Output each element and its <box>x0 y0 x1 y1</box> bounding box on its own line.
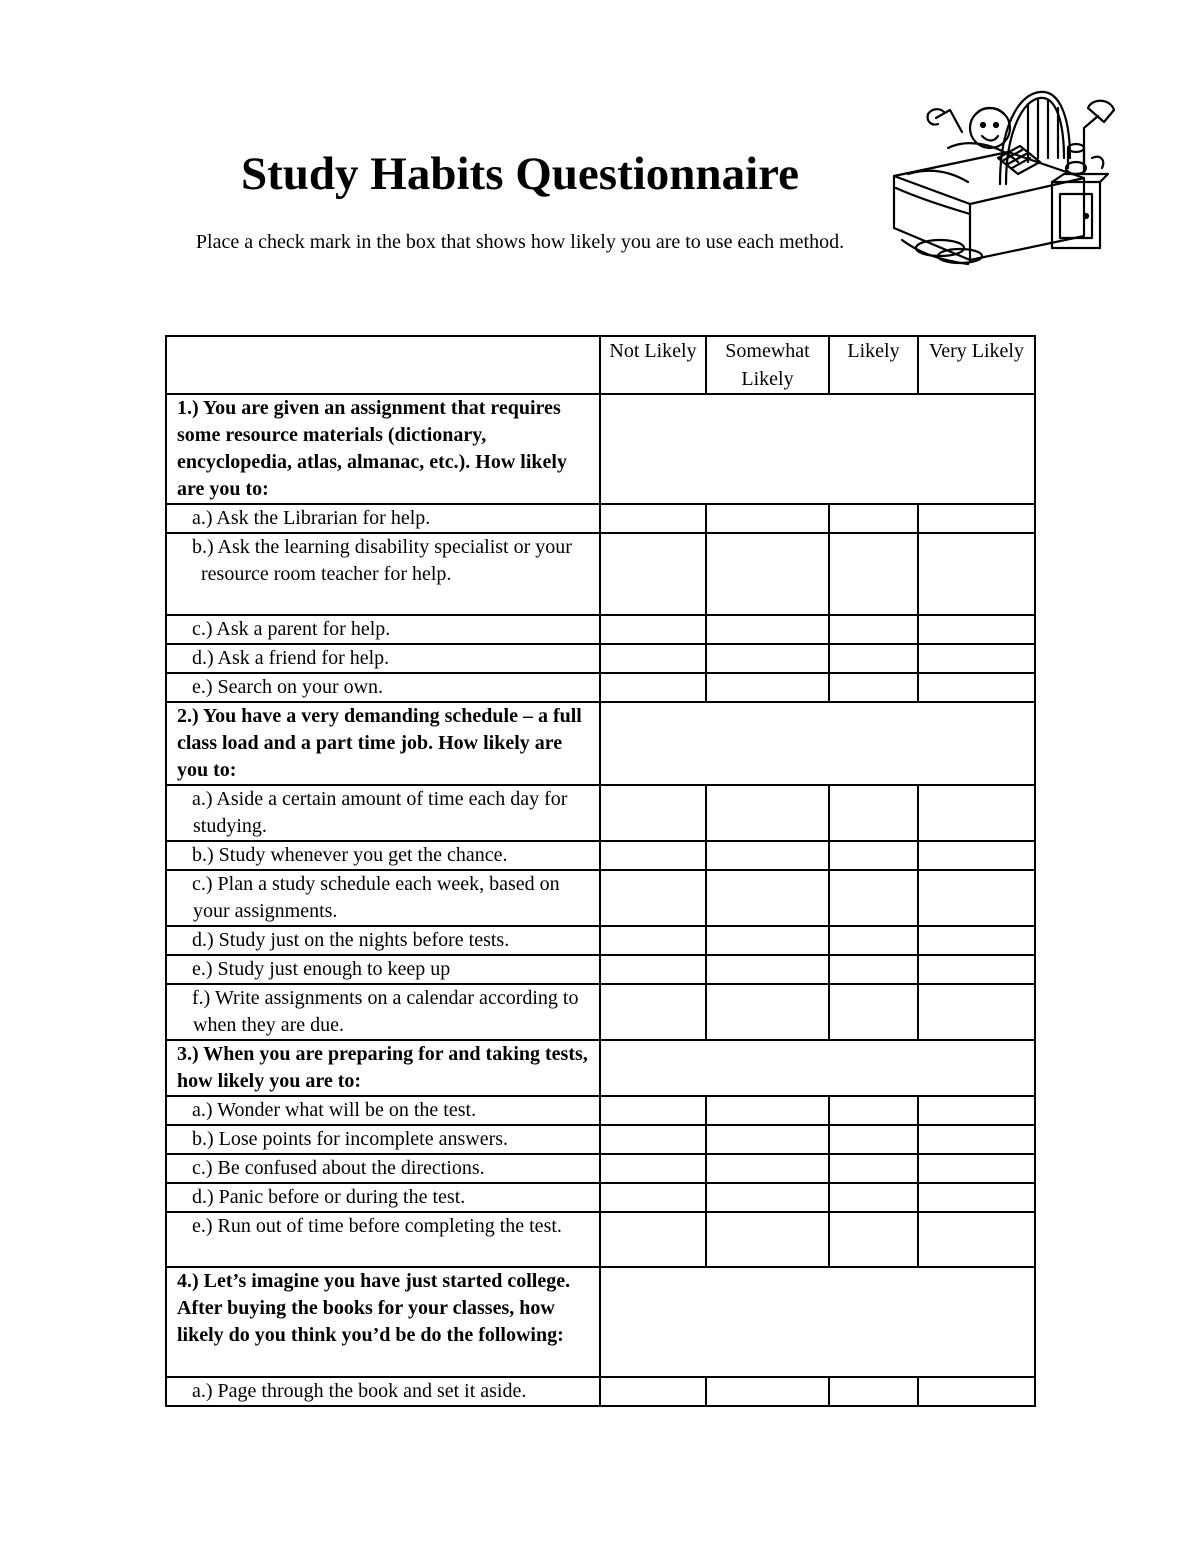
checkbox-very-likely[interactable] <box>918 533 1035 615</box>
checkbox-likely[interactable] <box>829 504 918 533</box>
item-1d: d.) Ask a friend for help. <box>166 644 600 673</box>
item-3b: b.) Lose points for incomplete answers. <box>166 1125 600 1154</box>
checkbox-very-likely[interactable] <box>918 841 1035 870</box>
checkbox-somewhat-likely[interactable] <box>706 533 829 615</box>
checkbox-very-likely[interactable] <box>918 1377 1035 1406</box>
item-4a: a.) Page through the book and set it aside. <box>166 1377 600 1406</box>
checkbox-likely[interactable] <box>829 984 918 1040</box>
question-2: 2.) You have a very demanding schedule – a full class load and a part time job. How likely are you to: <box>166 702 600 785</box>
checkbox-likely[interactable] <box>829 1377 918 1406</box>
checkbox-likely[interactable] <box>829 926 918 955</box>
item-2d: d.) Study just on the nights before tests. <box>166 926 600 955</box>
column-header-not-likely: Not Likely <box>600 336 706 394</box>
column-header-likely: Likely <box>829 336 918 394</box>
checkbox-very-likely[interactable] <box>918 1096 1035 1125</box>
checkbox-not-likely[interactable] <box>600 615 706 644</box>
column-header-very-likely: Very Likely <box>918 336 1035 394</box>
checkbox-somewhat-likely[interactable] <box>706 1212 829 1267</box>
checkbox-not-likely[interactable] <box>600 984 706 1040</box>
checkbox-somewhat-likely[interactable] <box>706 615 829 644</box>
item-2e: e.) Study just enough to keep up <box>166 955 600 984</box>
item-2c: c.) Plan a study schedule each week, based on your assignments. <box>166 870 600 926</box>
checkbox-not-likely[interactable] <box>600 926 706 955</box>
checkbox-somewhat-likely[interactable] <box>706 955 829 984</box>
blank-header-cell <box>166 336 600 394</box>
item-2a: a.) Aside a certain amount of time each day for studying. <box>166 785 600 841</box>
checkbox-somewhat-likely[interactable] <box>706 1183 829 1212</box>
item-3d: d.) Panic before or during the test. <box>166 1183 600 1212</box>
checkbox-very-likely[interactable] <box>918 644 1035 673</box>
item-1b: b.) Ask the learning disability specialist or your resource room teacher for help. <box>166 533 600 615</box>
checkbox-likely[interactable] <box>829 955 918 984</box>
checkbox-somewhat-likely[interactable] <box>706 1125 829 1154</box>
checkbox-likely[interactable] <box>829 841 918 870</box>
item-3e: e.) Run out of time before completing the test. <box>166 1212 600 1267</box>
column-header-somewhat-likely: Somewhat Likely <box>706 336 829 394</box>
checkbox-very-likely[interactable] <box>918 1125 1035 1154</box>
page-title: Study Habits Questionnaire <box>240 148 800 200</box>
checkbox-somewhat-likely[interactable] <box>706 1377 829 1406</box>
checkbox-likely[interactable] <box>829 615 918 644</box>
question-2-blank <box>600 702 1035 785</box>
checkbox-likely[interactable] <box>829 1096 918 1125</box>
checkbox-somewhat-likely[interactable] <box>706 1096 829 1125</box>
checkbox-likely[interactable] <box>829 1183 918 1212</box>
checkbox-very-likely[interactable] <box>918 955 1035 984</box>
checkbox-not-likely[interactable] <box>600 955 706 984</box>
checkbox-not-likely[interactable] <box>600 1096 706 1125</box>
item-1e: e.) Search on your own. <box>166 673 600 702</box>
item-2f: f.) Write assignments on a calendar according to when they are due. <box>166 984 600 1040</box>
checkbox-somewhat-likely[interactable] <box>706 984 829 1040</box>
checkbox-somewhat-likely[interactable] <box>706 870 829 926</box>
question-4: 4.) Let’s imagine you have just started college. After buying the books for your classes, how likely do you think you’d be do the following: <box>166 1267 600 1377</box>
item-3a: a.) Wonder what will be on the test. <box>166 1096 600 1125</box>
checkbox-somewhat-likely[interactable] <box>706 841 829 870</box>
checkbox-very-likely[interactable] <box>918 870 1035 926</box>
question-4-blank <box>600 1267 1035 1377</box>
item-2b: b.) Study whenever you get the chance. <box>166 841 600 870</box>
checkbox-not-likely[interactable] <box>600 870 706 926</box>
checkbox-very-likely[interactable] <box>918 673 1035 702</box>
checkbox-somewhat-likely[interactable] <box>706 785 829 841</box>
checkbox-somewhat-likely[interactable] <box>706 504 829 533</box>
question-3-blank <box>600 1040 1035 1096</box>
checkbox-very-likely[interactable] <box>918 1212 1035 1267</box>
checkbox-very-likely[interactable] <box>918 926 1035 955</box>
checkbox-likely[interactable] <box>829 1154 918 1183</box>
checkbox-not-likely[interactable] <box>600 841 706 870</box>
checkbox-not-likely[interactable] <box>600 673 706 702</box>
question-3: 3.) When you are preparing for and taking tests, how likely you are to: <box>166 1040 600 1096</box>
checkbox-very-likely[interactable] <box>918 504 1035 533</box>
checkbox-somewhat-likely[interactable] <box>706 926 829 955</box>
child-reading-in-bed-illustration <box>888 88 1118 270</box>
checkbox-not-likely[interactable] <box>600 1154 706 1183</box>
checkbox-very-likely[interactable] <box>918 615 1035 644</box>
question-1: 1.) You are given an assignment that requires some resource materials (dictionary, encyclopedia, atlas, almanac, etc.). How likely are you to: <box>166 394 600 504</box>
item-3c: c.) Be confused about the directions. <box>166 1154 600 1183</box>
checkbox-not-likely[interactable] <box>600 533 706 615</box>
checkbox-not-likely[interactable] <box>600 1183 706 1212</box>
checkbox-likely[interactable] <box>829 785 918 841</box>
checkbox-somewhat-likely[interactable] <box>706 673 829 702</box>
checkbox-very-likely[interactable] <box>918 1154 1035 1183</box>
question-1-blank <box>600 394 1035 504</box>
instructions: Place a check mark in the box that shows how likely you are to use each method. <box>195 231 845 253</box>
checkbox-likely[interactable] <box>829 1125 918 1154</box>
checkbox-likely[interactable] <box>829 1212 918 1267</box>
checkbox-not-likely[interactable] <box>600 785 706 841</box>
checkbox-likely[interactable] <box>829 673 918 702</box>
checkbox-somewhat-likely[interactable] <box>706 1154 829 1183</box>
checkbox-likely[interactable] <box>829 533 918 615</box>
checkbox-likely[interactable] <box>829 644 918 673</box>
checkbox-not-likely[interactable] <box>600 1125 706 1154</box>
checkbox-not-likely[interactable] <box>600 1212 706 1267</box>
item-1a: a.) Ask the Librarian for help. <box>166 504 600 533</box>
checkbox-somewhat-likely[interactable] <box>706 644 829 673</box>
checkbox-not-likely[interactable] <box>600 644 706 673</box>
checkbox-likely[interactable] <box>829 870 918 926</box>
questionnaire-table <box>165 335 1036 1407</box>
checkbox-not-likely[interactable] <box>600 504 706 533</box>
checkbox-very-likely[interactable] <box>918 785 1035 841</box>
item-1c: c.) Ask a parent for help. <box>166 615 600 644</box>
checkbox-very-likely[interactable] <box>918 984 1035 1040</box>
checkbox-not-likely[interactable] <box>600 1377 706 1406</box>
checkbox-very-likely[interactable] <box>918 1183 1035 1212</box>
